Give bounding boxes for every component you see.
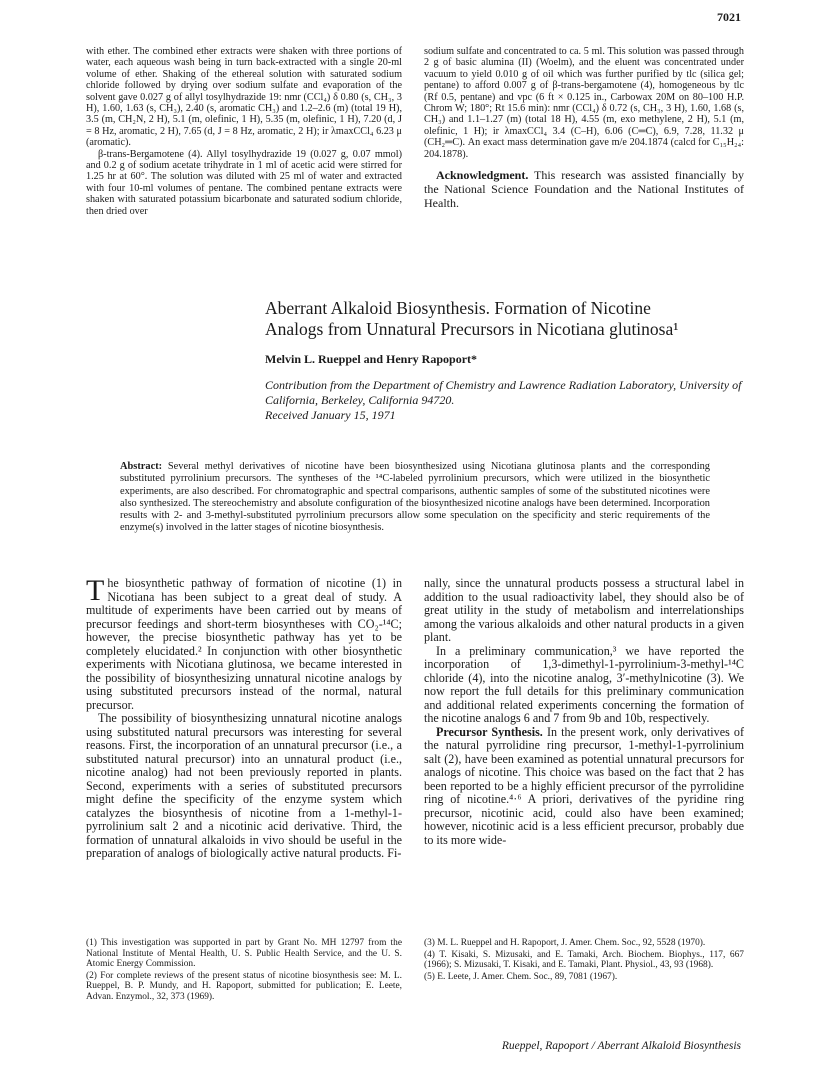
body-text: he biosynthetic pathway of formation of nicotine (1) in Nicotiana has been subject to a great deal of study. A multitude of experiments have been carried out by means of precursor feedings and short-term biosyntheses with CO₂-¹⁴C; however, the precise biosynthetic pathway has yet to be completely elucidated.² In conjunction with other biosynthetic experiments with Nicotiana glutinosa, we became interested in the possibility of biosynthesizing unnatural nicotine analogs by using substituted precursors instead of the normal, natural precursor.: [86, 576, 402, 712]
prev-article-right-column: [424, 46, 744, 210]
acknowledgment-text: This research was assisted financially by the National Science Foundation and the National Institutes of Health.: [424, 168, 744, 211]
prev-paragraph: β-trans-Bergamotene (4). Allyl tosylhydrazide 19 (0.027 g, 0.07 mmol) and 0.2 g of sodium acetate trihydrate in 1 ml of acetic acid were stirred for 1.25 hr at 60°. The solution was diluted with 25 ml of water and extracted with four 10-ml volumes of pentane. The combined pentane extracts were shaken with saturated potassium bicarbonate and saturated sodium chloride, then dried over: [86, 148, 402, 217]
title-line: Analogs from Unnatural Precursors in Nicotiana glutinosa¹: [265, 319, 679, 339]
abstract-text: Several methyl derivatives of nicotine have been biosynthesized using Nicotiana glutinosa plants and the corresponding substituted pyrrolinium precursors. The syntheses of the ¹⁴C-labeled pyrrolinium precursors, which were utilized in the biosynthetic experiments, are also described. For chromatographic and spectral comparisons, authentic samples of some of the substituted nicotines were also synthesized. The stereochemistry and absolute configuration of the biosynthesized nicotine analogs have been determined. Incorporation results with 2- and 3-methyl-substituted pyrrolinium precursors allow some speculation on the specificity and steric requirements of the enzyme(s) involved in the latter stages of nicotine biosynthesis.: [120, 461, 710, 534]
received-date: Received January 15, 1971: [265, 408, 396, 422]
article-title: [265, 298, 745, 340]
body-paragraph: [424, 726, 744, 848]
acknowledgment: [424, 168, 744, 210]
abstract: [120, 461, 710, 535]
body-paragraph: nally, since the unnatural products possess a structural label in addition to the usual radioactivity label, they should also be of great utility in the study of metabolism and interrelationships among the various alkaloids and other natural products in a given plant.: [424, 576, 744, 644]
affiliation: [265, 378, 745, 423]
abstract-label: Abstract:: [120, 461, 163, 472]
footnote-separator: [86, 924, 402, 925]
title-line: Aberrant Alkaloid Biosynthesis. Formation of Nicotine: [265, 298, 651, 318]
footnote: (2) For complete reviews of the present status of nicotine biosynthesis see: M. L. Rueppel, B. P. Mundy, and H. Rapoport, submitted for publication; E. Leete, Advan. Enzymol., 32, 373 (1969).: [86, 970, 402, 1002]
body-right-column: [424, 577, 744, 847]
footnote: (3) M. L. Rueppel and H. Rapoport, J. Amer. Chem. Soc., 92, 5528 (1970).: [424, 938, 706, 948]
body-paragraph: In a preliminary communication,³ we have reported the incorporation of 1,3-dimethyl-1-pyrrolinium-3-methyl-¹⁴C chloride (4), into the nicotine analog, 3′-methylnicotine (3). We now report the full details for this preliminary communication and additional related experiments concerning the formation of the nicotine analogs 6 and 7 from 9b and 10b, respectively.: [424, 643, 744, 725]
footnote: (5) E. Leete, J. Amer. Chem. Soc., 89, 7081 (1967).: [424, 971, 618, 982]
footnote: (4) T. Kisaki, S. Mizusaki, and E. Tamaki, Arch. Biochem. Biophys., 117, 667 (1966); S. Mizusaki, T. Kisaki, and E. Tamaki, Plant. Physiol., 43, 93 (1968).: [424, 949, 744, 971]
footnotes-left: [86, 938, 402, 1004]
prev-paragraph: with ether. The combined ether extracts were shaken with three portions of water, each aqueous wash being in turn back-extracted with a single 20-ml volume of ether. Shaking of the ethereal solution with saturated sodium chloride followed by drying over sodium sulfate and evaporation of the solvent gave 0.027 g of allyl tosylhydrazide 19: nmr (CCl₄) δ 0.80 (s, CH₃, 3 H), 1.60, 1.63 (s, CH₃), 2.40 (s, aromatic CH₃) and 1.2–2.6 (m) (total 19 H), 3.5 (m, CH₂N, 2 H), 5.1 (m, olefinic, 1 H), 5.35 (m, olefinic, 1 H), 7.20 (d, J = 8 Hz, aromatic, 2 H), 7.65 (d, J = 8 Hz, aromatic, 2 H); ir λmaxCCl₄ 6.23 μ (aromatic).: [86, 46, 402, 149]
prev-article-left-column: [86, 46, 402, 217]
body-paragraph: [86, 574, 402, 712]
footnotes-right: [424, 938, 744, 983]
authors: Melvin L. Rueppel and Henry Rapoport*: [265, 352, 478, 366]
page-number: 7021: [717, 10, 741, 24]
running-footer: Rueppel, Rapoport / Aberrant Alkaloid Biosynthesis: [501, 1040, 741, 1052]
section-text: In the present work, only derivatives of the natural pyrrolidine ring precursor, 1-methyl-1-pyrrolinium salt (2), have been examined as potential unnatural precursors for analogs of nicotine. This choice was based on the fact that 2 has been reported to be a highly efficient precursor of the pyrrolidine ring of nicotine.⁴·⁶ A priori, derivatives of the pyridine ring precursor, nicotinic acid, could also have been examined; however, nicotinic acid is a less efficient precursor, probably due to its more wide-: [424, 724, 744, 847]
prev-paragraph: sodium sulfate and concentrated to ca. 5 ml. This solution was passed through 2 g of basic alumina (II) (Woelm), and the eluent was concentrated under vacuum to yield 0.010 g of oil which was further purified by tlc (silica gel; pentane) to afford 0.007 g of β-trans-bergamotene (4), homogeneous by tlc (Rf 0.5, pentane) and vpc (6 ft × 0.125 in., Carbowax 20M on 80–100 H.P. Chrom W; 180°; Rt 15.6 min): nmr (CCl₄) δ 0.72 (s, CH₃, 3 H), 1.60, 1.68 (s, CH₃) and 1.1–1.27 (m) (total 18 H), 4.55 (m, exo methylene, 2 H), 5.1 (m, olefinic, 1 H); ir λmaxCCl₄ 3.4 (C–H), 6.06 (C═C), 6.9, 7.28, 11.32 μ (CH₂═C). An exact mass determination gave m/e 204.1874 (calcd for C₁₅H₂₄: 204.1878).: [424, 46, 744, 160]
body-left-column: [86, 574, 402, 861]
footnote: (1) This investigation was supported in part by Grant No. MH 12797 from the National Institute of Mental Health, U. S. Public Health Service, and the U. S. Atomic Energy Commission.: [86, 938, 402, 970]
body-paragraph: The possibility of biosynthesizing unnatural nicotine analogs using substituted natural precursors was interesting for several reasons. First, the incorporation of an unnatural precursor (i.e., a substituted natural precursor) into an unnatural product (i.e., nicotine analog) had not been previously reported in plants. Second, experiments with a series of substituted precursors might define the specificity of the enzyme system which catalyzes the biosynthesis of nicotine from a 1-methyl-1-pyrrolinium salt 2 and a nicotinic acid derivative. Third, the formation of unnatural alkaloids in vivo should be useful in the preparation of analogs of biologically active natural products. Fi-: [86, 711, 402, 860]
drop-cap: T: [86, 574, 105, 607]
section-heading: Precursor Synthesis.: [436, 724, 543, 739]
acknowledgment-heading: Acknowledgment.: [436, 168, 529, 183]
affiliation-text: Contribution from the Department of Chemistry and Lawrence Radiation Laboratory, University of California, Berkeley, California 94720.: [265, 378, 742, 407]
